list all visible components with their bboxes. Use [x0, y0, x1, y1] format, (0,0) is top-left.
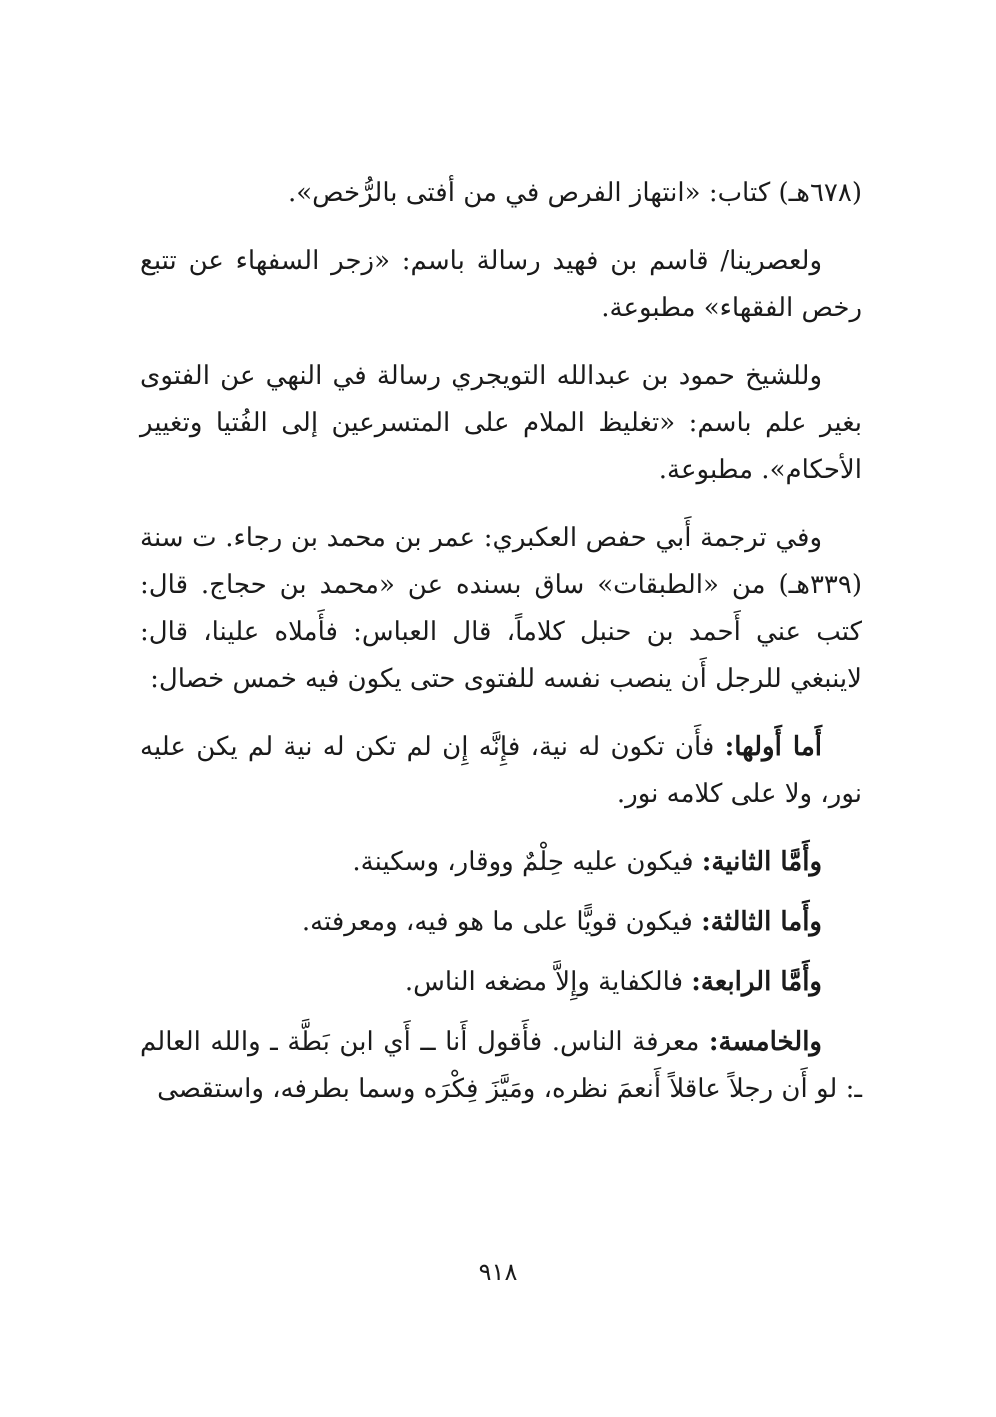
paragraph-4	[140, 515, 862, 703]
paragraph-5	[140, 724, 862, 818]
paragraph-6	[140, 839, 862, 886]
paragraph-7-text: فيكون قويًّا على ما هو فيه، ومعرفته.	[301, 907, 702, 937]
paragraph-6-text: فيكون عليه حِلْمٌ ووقار، وسكينة.	[352, 847, 702, 877]
paragraph-3	[140, 353, 862, 494]
paragraph-7-lead: وأَما الثالثة:	[701, 907, 822, 937]
paragraph-8-lead: وأَمَّا الرابعة:	[691, 967, 822, 997]
paragraph-5-text: فأَن تكون له نية، فإِنَّه إِن لم تكن له نية لم يكن عليه نور، ولا على كلامه نور.	[140, 732, 862, 809]
paragraph-9-text: معرفة الناس. فأَقول أَنا ــ أَي ابن بَطَّة ـ والله العالم ـ: لو أَن رجلاً عاقلاً أَنعمَ نظره، ومَيَّزَ فِكْرَه وسما بطرفه، واستقصى	[140, 1027, 862, 1104]
paragraph-8-text: فالكفاية وإِلاَّ مضغه الناس.	[404, 967, 692, 997]
paragraph-9	[140, 1019, 862, 1113]
paragraph-1-text: (٦٧٨هـ) كتاب: «انتهاز الفرص في من أفتى بالرُّخص».	[287, 178, 862, 208]
paragraph-2-text: ولعصرينا/ قاسم بن فهيد رسالة باسم: «زجر السفهاء عن تتبع رخص الفقهاء» مطبوعة.	[140, 246, 862, 323]
page-body	[140, 170, 862, 1134]
paragraph-2	[140, 238, 862, 332]
paragraph-6-lead: وأَمَّا الثانية:	[701, 847, 822, 877]
paragraph-8	[140, 959, 862, 1006]
paragraph-9-lead: والخامسة:	[708, 1027, 822, 1057]
paragraph-1	[140, 170, 862, 217]
paragraph-7	[140, 899, 862, 946]
page-number: ٩١٨	[478, 1258, 518, 1286]
paragraph-5-lead: أَما أَولها:	[724, 732, 822, 762]
paragraph-3-text: وللشيخ حمود بن عبدالله التويجري رسالة في النهي عن الفتوى بغير علم باسم: «تغليظ الملام على المتسرعين إلى الفُتيا وتغيير الأحكام». مطبوعة.	[140, 361, 862, 485]
paragraph-4-text: وفي ترجمة أَبي حفص العكبري: عمر بن محمد بن رجاء. ت سنة (٣٣٩هـ) من «الطبقات» ساق بسنده عن «محمد بن حجاج. قال: كتب عني أَحمد بن حنبل كلاماً، قال العباس: فأَملاه علينا، قال: لاينبغي للرجل أَن ينصب نفسه للفتوى حتى يكون فيه خمس خصال:	[140, 523, 862, 694]
